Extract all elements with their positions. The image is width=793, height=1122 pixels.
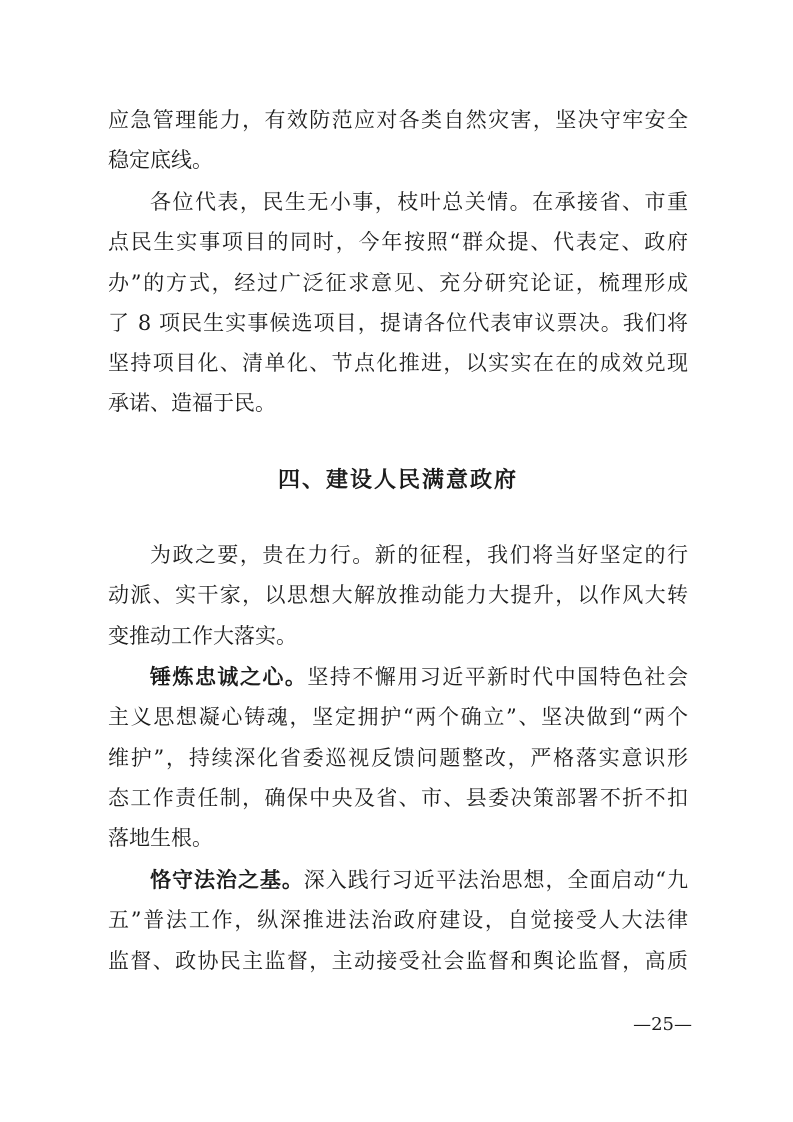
text-line: 坚持项目化、清单化、节点化推进，以实实在在的成效兑现 — [108, 351, 688, 376]
text-line: 动派、实干家，以思想大解放推动能力大提升，以作风大转 — [108, 583, 688, 608]
paragraph-loyalty — [108, 657, 688, 858]
text-line: 态工作责任制，确保中央及省、市、县委决策部署不折不扣 — [108, 785, 688, 810]
text-line: 点民生实事项目的同时，今年按照“群众提、代表定、政府 — [108, 230, 688, 255]
bold-lead: 恪守法治之基。 — [150, 867, 304, 892]
text-line-rest: 深入践行习近平法治思想，全面启动“九 — [303, 868, 688, 892]
paragraph-intro — [108, 535, 688, 656]
text-line: 五”普法工作，纵深推进法治政府建设，自觉接受人大法律 — [108, 908, 688, 933]
text-line — [108, 860, 688, 900]
text-line: 承诺、造福于民。 — [108, 391, 276, 416]
text-line: 维护”，持续深化省委巡视反馈问题整改，严格落实意识形 — [108, 745, 688, 770]
text-line: 变推动工作大落实。 — [108, 623, 297, 648]
text-line-rest: 坚持不懈用习近平新时代中国特色社会 — [307, 665, 688, 689]
paragraph-rule-of-law — [108, 860, 688, 981]
text-line: 为政之要，贵在力行。新的征程，我们将当好坚定的行 — [150, 543, 688, 567]
text-line: 主义思想凝心铸魂，坚定拥护“两个确立”、坚决做到“两个 — [108, 705, 688, 730]
text-line: 监督、政协民主监督，主动接受社会监督和舆论监督，高质 — [108, 948, 688, 973]
bold-lead: 锤炼忠诚之心。 — [150, 664, 308, 689]
text-line — [108, 657, 688, 697]
page-number: —25— — [633, 1014, 692, 1035]
text-line: 各位代表，民生无小事，枝叶总关情。在承接省、市重 — [150, 190, 688, 214]
text-line: 办”的方式，经过广泛征求意见、充分研究论证，梳理形成 — [108, 270, 688, 295]
text-line: 稳定底线。 — [108, 148, 213, 173]
paragraph-livelihood-projects — [108, 182, 688, 424]
text-line: 了 8 项民生实事候选项目，提请各位代表审议票决。我们将 — [108, 310, 688, 335]
paragraph-emergency-management — [108, 100, 688, 181]
text-line: 落地生根。 — [108, 826, 213, 851]
section-heading: 四、建设人民满意政府 — [277, 467, 518, 493]
text-line: 应急管理能力，有效防范应对各类自然灾害，坚决守牢安全 — [108, 108, 688, 132]
